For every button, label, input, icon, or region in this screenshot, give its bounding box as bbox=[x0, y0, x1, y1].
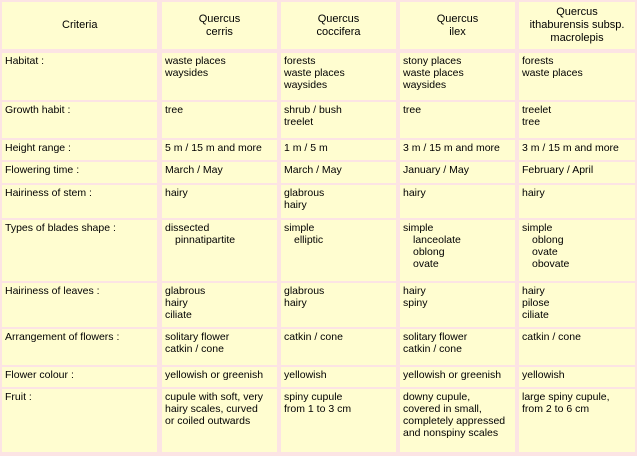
cell-text: 3 m / 15 m and more bbox=[403, 142, 500, 154]
cell-text: hairy bbox=[403, 187, 426, 199]
cell-text: tree bbox=[403, 104, 422, 116]
data-cell bbox=[281, 220, 396, 281]
data-cell bbox=[400, 140, 515, 160]
cell-text: spiny cupule bbox=[284, 391, 343, 403]
cell-text: dissected bbox=[165, 222, 210, 234]
data-cell bbox=[162, 162, 277, 183]
data-cell bbox=[519, 102, 635, 138]
data-cell bbox=[519, 283, 635, 327]
cell-text: catkin / cone bbox=[403, 343, 462, 355]
data-cell bbox=[162, 389, 277, 452]
header-criteria-label: Criteria bbox=[62, 19, 98, 31]
cell-text: 5 m / 15 m and more bbox=[165, 142, 262, 154]
cell-text: tree bbox=[522, 116, 541, 128]
data-cell bbox=[162, 185, 277, 218]
data-cell bbox=[162, 102, 277, 138]
row-label bbox=[2, 185, 157, 218]
cell-text: Hairiness of stem : bbox=[5, 187, 92, 199]
cell-text: simple bbox=[522, 222, 553, 234]
cell-text: waste places bbox=[522, 67, 583, 79]
cell-text: treelet bbox=[284, 116, 314, 128]
data-cell bbox=[162, 53, 277, 100]
row-label bbox=[2, 102, 157, 138]
cell-text: 3 m / 15 m and more bbox=[522, 142, 619, 154]
cell-text: Habitat : bbox=[5, 55, 45, 67]
cell-text: March / May bbox=[284, 164, 342, 176]
cell-text: hairy bbox=[284, 297, 307, 309]
row-label bbox=[2, 329, 157, 365]
cell-text: completely appressed bbox=[403, 415, 506, 427]
cell-text: waste places bbox=[165, 55, 226, 67]
cell-text: treelet bbox=[522, 104, 552, 116]
cell-text: ciliate bbox=[522, 309, 549, 321]
cell-text: catkin / cone bbox=[165, 343, 224, 355]
data-cell bbox=[519, 367, 635, 387]
data-cell bbox=[400, 162, 515, 183]
cell-text: oblong bbox=[532, 234, 564, 246]
cell-text: glabrous bbox=[284, 285, 325, 297]
data-cell bbox=[400, 389, 515, 452]
data-cell bbox=[519, 220, 635, 281]
data-cell bbox=[281, 389, 396, 452]
row-label bbox=[2, 389, 157, 452]
cell-text: glabrous bbox=[284, 187, 325, 199]
row-label bbox=[2, 220, 157, 281]
cell-text: hairy bbox=[165, 187, 188, 199]
species-name-line: ilex bbox=[449, 25, 466, 38]
cell-text: January / May bbox=[403, 164, 469, 176]
cell-text: February / April bbox=[522, 164, 594, 176]
cell-text: simple bbox=[403, 222, 434, 234]
cell-text: from 2 to 6 cm bbox=[522, 403, 590, 415]
header-species bbox=[519, 2, 635, 49]
cell-text: elliptic bbox=[294, 234, 324, 246]
species-name-line: Quercus bbox=[436, 12, 479, 25]
cell-text: yellowish or greenish bbox=[165, 369, 264, 381]
cell-text: waste places bbox=[403, 67, 464, 79]
cell-text: Arrangement of flowers : bbox=[5, 331, 120, 343]
data-cell bbox=[281, 329, 396, 365]
data-cell bbox=[519, 389, 635, 452]
species-name-line: macrolepis bbox=[550, 32, 604, 44]
cell-text: 1 m / 5 m bbox=[284, 142, 328, 154]
cell-text: covered in small, bbox=[403, 403, 482, 415]
data-cell bbox=[281, 102, 396, 138]
cell-text: forests bbox=[522, 55, 554, 67]
data-cell bbox=[400, 220, 515, 281]
header-species bbox=[281, 2, 396, 49]
cell-text: ciliate bbox=[165, 309, 192, 321]
data-cell bbox=[162, 283, 277, 327]
cell-text: hairy scales, curved bbox=[165, 403, 258, 415]
cell-text: hairy bbox=[522, 285, 545, 297]
cell-text: waysides bbox=[403, 79, 447, 91]
cell-text: ovate bbox=[532, 246, 558, 258]
cell-text: Growth habit : bbox=[5, 104, 71, 116]
cell-text: yellowish bbox=[522, 369, 565, 381]
data-cell bbox=[281, 53, 396, 100]
data-cell bbox=[519, 140, 635, 160]
cell-text: cupule with soft, very bbox=[165, 391, 264, 403]
cell-text: hairy bbox=[522, 187, 545, 199]
row-label bbox=[2, 162, 157, 183]
row-label bbox=[2, 283, 157, 327]
cell-text: hairy bbox=[165, 297, 188, 309]
species-name-line: coccifera bbox=[316, 25, 361, 38]
data-cell bbox=[162, 329, 277, 365]
species-name-line: Quercus bbox=[317, 12, 360, 25]
cell-text: yellowish or greenish bbox=[403, 369, 502, 381]
cell-text: Flowering time : bbox=[5, 164, 80, 176]
cell-text: waysides bbox=[284, 79, 328, 91]
data-cell bbox=[162, 367, 277, 387]
data-cell bbox=[400, 102, 515, 138]
header-species bbox=[400, 2, 515, 49]
cell-text: Fruit : bbox=[5, 391, 32, 403]
cell-text: March / May bbox=[165, 164, 223, 176]
cell-text: lanceolate bbox=[413, 234, 461, 246]
cell-text: stony places bbox=[403, 55, 462, 67]
data-cell bbox=[400, 329, 515, 365]
cell-text: Types of blades shape : bbox=[5, 222, 116, 234]
row-label bbox=[2, 367, 157, 387]
species-name-line: Quercus bbox=[198, 12, 241, 25]
cell-text: shrub / bush bbox=[284, 104, 342, 116]
data-cell bbox=[281, 283, 396, 327]
cell-text: solitary flower bbox=[403, 331, 468, 343]
cell-text: large spiny cupule, bbox=[522, 391, 610, 403]
cell-text: Flower colour : bbox=[5, 369, 74, 381]
data-cell bbox=[519, 53, 635, 100]
data-cell bbox=[519, 329, 635, 365]
cell-text: spiny bbox=[403, 297, 428, 309]
cell-text: yellowish bbox=[284, 369, 327, 381]
data-cell bbox=[400, 283, 515, 327]
data-cell bbox=[281, 185, 396, 218]
data-cell bbox=[400, 185, 515, 218]
cell-text: or coiled outwards bbox=[165, 415, 251, 427]
cell-text: tree bbox=[165, 104, 184, 116]
cell-text: Hairiness of leaves : bbox=[5, 285, 100, 297]
data-cell bbox=[162, 140, 277, 160]
cell-text: waysides bbox=[165, 67, 209, 79]
species-name-line: Quercus bbox=[556, 6, 598, 18]
cell-text: hairy bbox=[284, 199, 307, 211]
cell-text: simple bbox=[284, 222, 315, 234]
header-species bbox=[162, 2, 277, 49]
header-criteria bbox=[2, 2, 157, 49]
cell-text: Height range : bbox=[5, 142, 71, 154]
data-cell bbox=[162, 220, 277, 281]
cell-text: from 1 to 3 cm bbox=[284, 403, 352, 415]
cell-text: obovate bbox=[532, 258, 570, 270]
data-cell bbox=[400, 367, 515, 387]
data-cell bbox=[400, 53, 515, 100]
data-cell bbox=[281, 140, 396, 160]
data-cell bbox=[281, 162, 396, 183]
data-cell bbox=[281, 367, 396, 387]
cell-text: and nonspiny scales bbox=[403, 427, 499, 439]
cell-text: hairy bbox=[403, 285, 426, 297]
cell-text: catkin / cone bbox=[284, 331, 343, 343]
row-label bbox=[2, 140, 157, 160]
data-cell bbox=[519, 185, 635, 218]
cell-text: pilose bbox=[522, 297, 550, 309]
row-label bbox=[2, 53, 157, 100]
cell-text: forests bbox=[284, 55, 316, 67]
data-cell bbox=[519, 162, 635, 183]
cell-text: pinnatipartite bbox=[175, 234, 236, 246]
cell-text: oblong bbox=[413, 246, 445, 258]
cell-text: solitary flower bbox=[165, 331, 230, 343]
cell-text: waste places bbox=[284, 67, 345, 79]
cell-text: catkin / cone bbox=[522, 331, 581, 343]
species-name-line: cerris bbox=[206, 25, 233, 38]
cell-text: ovate bbox=[413, 258, 439, 270]
cell-text: downy cupule, bbox=[403, 391, 471, 403]
cell-text: glabrous bbox=[165, 285, 206, 297]
species-name-line: ithaburensis subsp. bbox=[529, 19, 625, 31]
